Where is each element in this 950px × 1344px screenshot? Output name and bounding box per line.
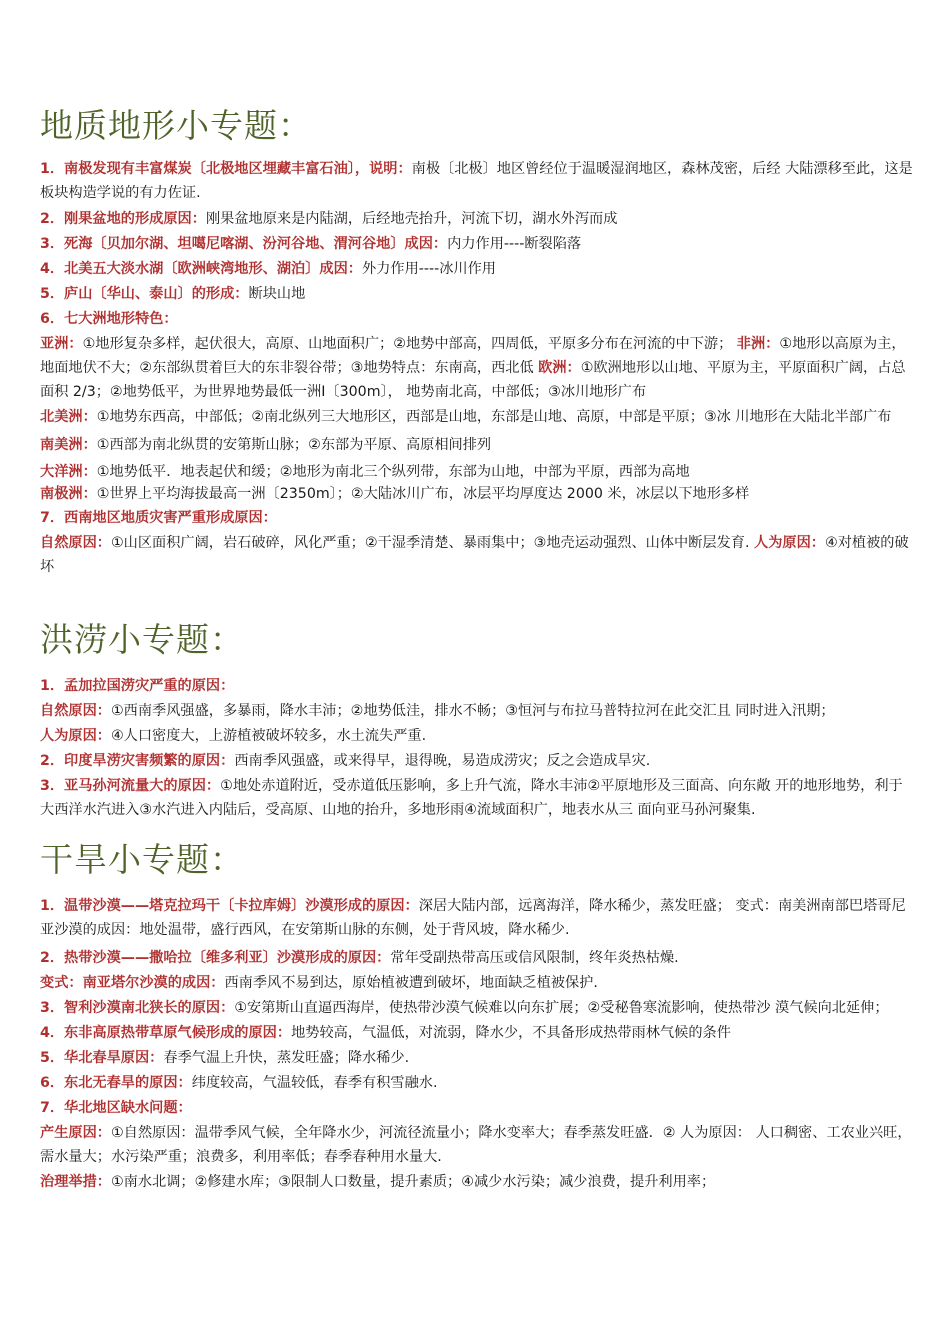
paragraph: 2．刚果盆地的形成原因：刚果盆地原来是内陆湖，后经地壳抬升，河流下切，湖水外泻而成 <box>40 211 618 227</box>
paragraph: 人为原因：④人口密度大，上游植被破坏较多，水土流失严重. <box>40 728 427 744</box>
paragraph: 变式：南亚塔尔沙漠的成因：西南季风不易到达，原始植被遭到破坏，地面缺乏植被保护. <box>40 975 598 991</box>
paragraph: 2．印度旱涝灾害频繁的原因：西南季风强盛，或来得早，退得晚，易造成涝灾；反之会造成旱灾. <box>40 753 651 769</box>
section-flood-body <box>40 674 916 822</box>
paragraph: 7．西南地区地质灾害严重形成原因： <box>40 510 277 526</box>
paragraph: 6．东北无春旱的原因：纬度较高，气温较低，春季有积雪融水. <box>40 1075 438 1091</box>
paragraph: 3．亚马孙河流量大的原因：①地处赤道附近，受赤道低压影响，多上升气流，降水丰沛②平原地形及三面高、向东敞 开的地形地势，利于大西洋水汽进入③水汽进入内陆后，受高原、山地的抬升，多地形雨④流域面积广，地表水从三 面向亚马孙河聚集. <box>40 778 903 818</box>
paragraph: 大洋洲：①地势低平．地表起伏和缓；②地形为南北三个纵列带，东部为山地，中部为平原，西部为高地 <box>40 464 690 480</box>
paragraph: 1．孟加拉国涝灾严重的原因： <box>40 678 235 694</box>
section-title-flood: 洪涝小专题： <box>40 620 244 659</box>
paragraph: 南美洲：①西部为南北纵贯的安第斯山脉；②东部为平原、高原相间排列 <box>40 437 492 453</box>
section-geology-body <box>40 157 916 579</box>
paragraph: 北美洲：①地势东西高，中部低；②南北纵列三大地形区，西部是山地，东部是山地、高原，中部是平原；③冰 川地形在大陆北半部广布 <box>40 409 892 425</box>
paragraph: 5．庐山〔华山、泰山〕的形成：断块山地 <box>40 286 306 302</box>
section-drought-body <box>40 894 916 1194</box>
paragraph: 产生原因：①自然原因：温带季风气候，全年降水少，河流径流量小；降水变率大；春季蒸发旺盛．② 人为原因： 人口稠密、工农业兴旺，需水量大；水污染严重；浪费多，利用率低；春季春种用水量大. <box>40 1125 912 1165</box>
paragraph: 7．华北地区缺水问题： <box>40 1100 192 1116</box>
paragraph: 1．南极发现有丰富煤炭〔北极地区埋藏丰富石油〕，说明：南极〔北极〕地区曾经位于温暖湿润地区，森林茂密，后经 大陆漂移至此，这是板块构造学说的有力佐证. <box>40 161 913 201</box>
paragraph-continents: 亚洲：①地形复杂多样，起伏很大，高原、山地面积广；②地势中部高，四周低，平原多分布在河流的中下游； 非洲：①地形以高原为主，地面地伏不大；②东部纵贯着巨大的东非裂谷带；③地势特点：东南高，西北低 欧洲：①欧洲地形以山地、平原为主，平原面积广阔，占总面积 2/3；②地势低平，为世界地势最低一洲Ⅰ〔300m〕， 地势南北高，中部低；③冰川地形广布 <box>40 336 906 400</box>
section-title-drought: 干旱小专题： <box>40 840 244 879</box>
paragraph: 4．北美五大淡水湖〔欧洲峡湾地形、湖泊〕成因：外力作用----冰川作用 <box>40 261 496 277</box>
paragraph: 3．死海〔贝加尔湖、坦噶尼喀湖、汾河谷地、渭河谷地〕成因：内力作用----断裂陷落 <box>40 236 582 252</box>
paragraph: 2．热带沙漠——撒哈拉〔维多利亚〕沙漠形成的原因：常年受副热带高压或信风限制，终年炎热枯燥. <box>40 950 679 966</box>
paragraph: 1．温带沙漠——塔克拉玛干〔卡拉库姆〕沙漠形成的原因：深居大陆内部，远离海洋，降水稀少，蒸发旺盛； 变式：南美洲南部巴塔哥尼亚沙漠的成因：地处温带，盛行西风，在安第斯山脉的东侧，处于背风坡，降水稀少. <box>40 898 906 938</box>
paragraph: 4．东非高原热带草原气候形成的原因：地势较高，气温低，对流弱，降水少，不具备形成热带雨林气候的条件 <box>40 1025 731 1041</box>
paragraph: 5．华北春旱原因：春季气温上升快，蒸发旺盛；降水稀少. <box>40 1050 410 1066</box>
paragraph: 自然原因：①山区面积广阔，岩石破碎，风化严重；②干湿季清楚、暴雨集中；③地壳运动强烈、山体中断层发育. 人为原因：④对植被的破坏 <box>40 535 909 575</box>
paragraph: 治理举措：①南水北调；②修建水库；③限制人口数量，提升素质；④减少水污染；减少浪费，提升利用率； <box>40 1174 716 1190</box>
section-title-geology: 地质地形小专题： <box>40 106 312 145</box>
paragraph: 6．七大洲地形特色： <box>40 311 178 327</box>
paragraph: 自然原因：①西南季风强盛，多暴雨，降水丰沛；②地势低洼，排水不畅；③恒河与布拉马普特拉河在此交汇且 同时进入汛期； <box>40 703 835 719</box>
paragraph: 3．智利沙漠南北狭长的原因：①安第斯山直逼西海岸，使热带沙漠气候难以向东扩展；②受秘鲁寒流影响，使热带沙 漠气候向北延伸； <box>40 1000 889 1016</box>
paragraph: 南极洲：①世界上平均海拔最高一洲〔2350m〕；②大陆冰川广布，冰层平均厚度达 2000 米，冰层以下地形多样 <box>40 486 750 502</box>
